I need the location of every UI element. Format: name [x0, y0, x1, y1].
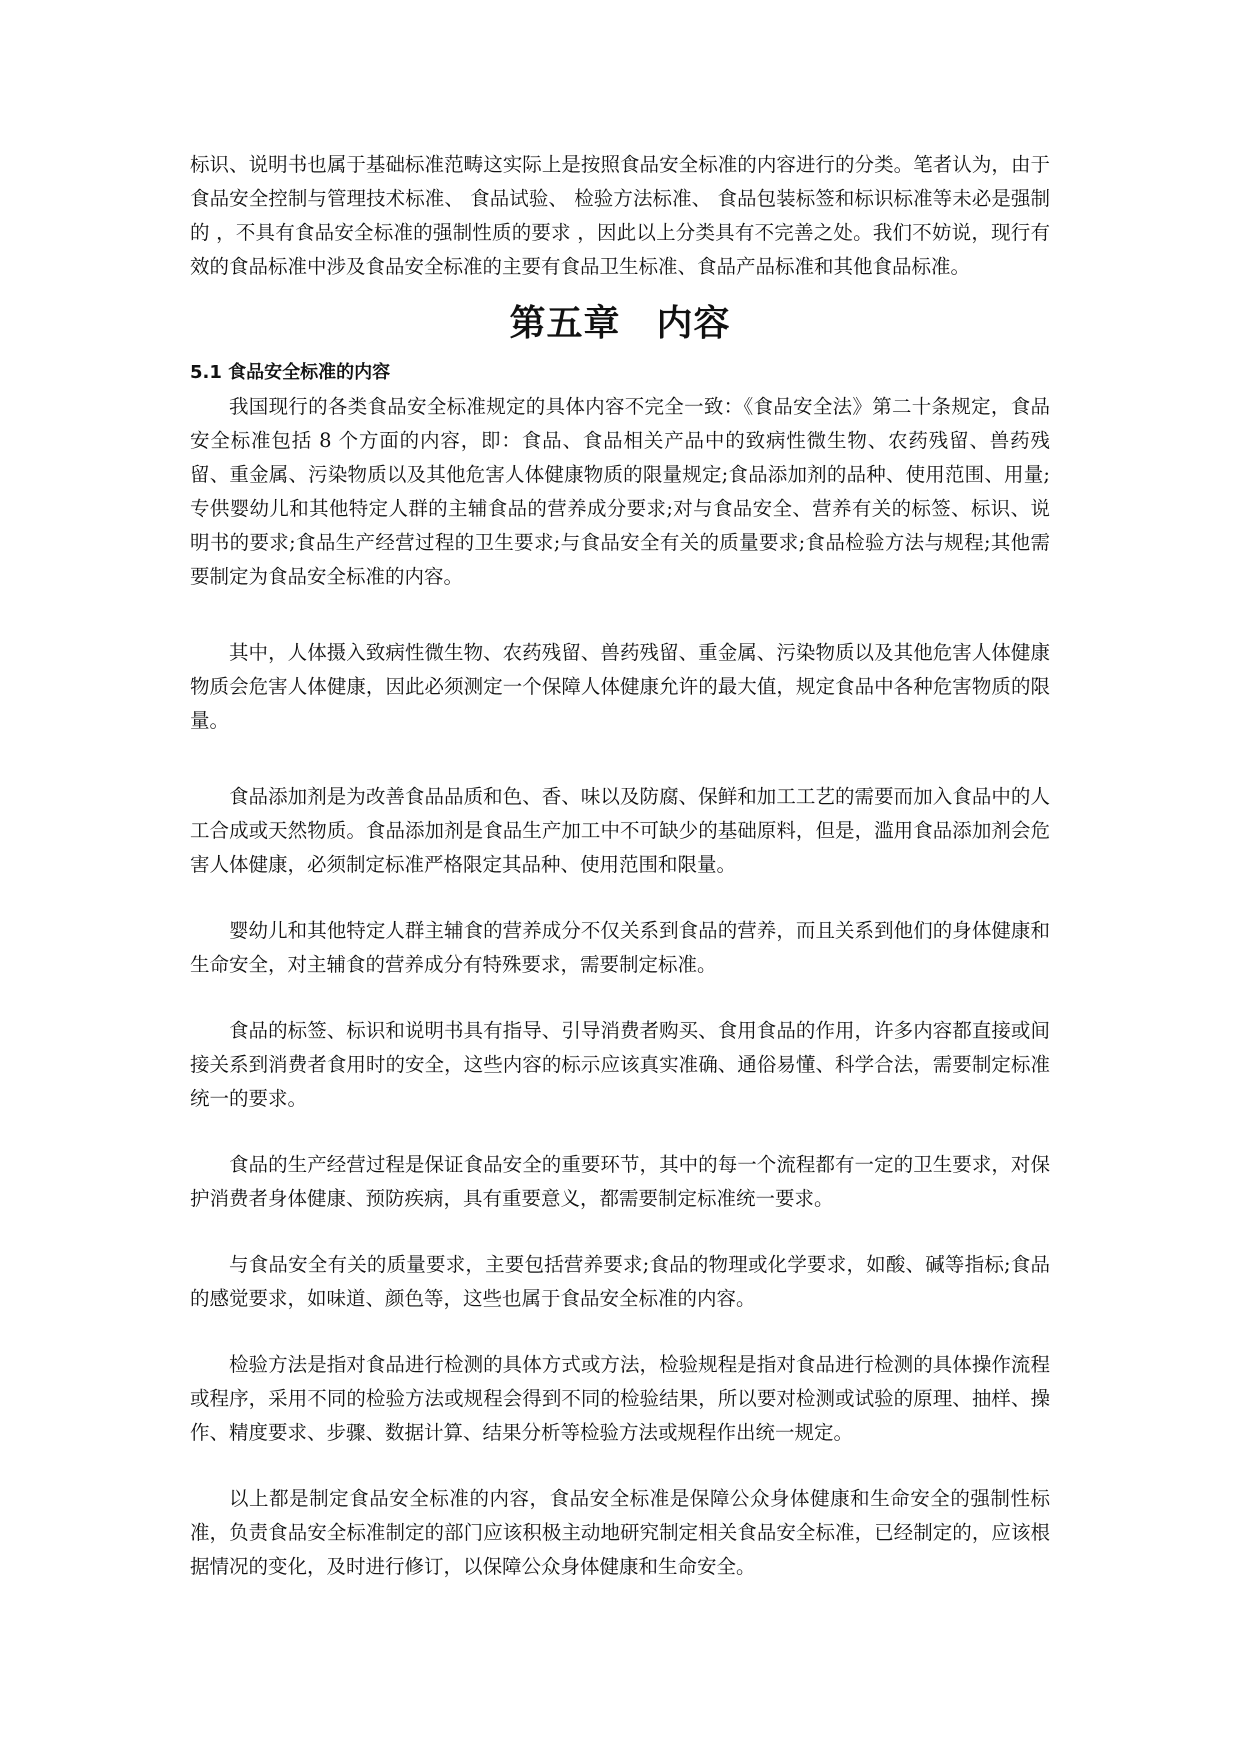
chapter-number: 第五章 [509, 302, 621, 344]
paragraph-production-hygiene: 食品的生产经营过程是保证食品安全的重要环节，其中的每一个流程都有一定的卫生要求，对保护消费者身体健康、预防疾病，具有重要意义，都需要制定标准统一要求。 [190, 1153, 1050, 1210]
paragraph-standards-scope: 我国现行的各类食品安全标准规定的具体内容不完全一致：《食品安全法》第二十条规定，食品安全标准包括 8 个方面的内容，即：食品、食品相关产品中的致病性微生物、农药残留、兽药残留、重金属、污染物质以及其他危害人体健康物质的限量规定;食品添加剂的品种、使用范围、用量;专供婴幼儿和其他特定人群的主辅食品的营养成分要求;对与食品安全、营养有关的标签、标识、说明书的要求;食品生产经营过程的卫生要求;与食品安全有关的质量要求;食品检验方法与规程;其他需要制定为食品安全标准的内容。 [190, 395, 1050, 588]
paragraph-conclusion: 以上都是制定食品安全标准的内容，食品安全标准是保障公众身体健康和生命安全的强制性标准，负责食品安全标准制定的部门应该积极主动地研究制定相关食品安全标准，已经制定的，应该根据情况的变化，及时进行修订，以保障公众身体健康和生命安全。 [190, 1487, 1050, 1578]
document-page [190, 148, 1050, 1584]
paragraph-food-additives: 食品添加剂是为改善食品品质和色、香、味以及防腐、保鲜和加工工艺的需要而加入食品中的人工合成或天然物质。食品添加剂是食品生产加工中不可缺少的基础原料，但是，滥用食品添加剂会危害人体健康，必须制定标准严格限定其品种、使用范围和限量。 [190, 785, 1050, 876]
paragraph-inspection-methods: 检验方法是指对食品进行检测的具体方式或方法，检验规程是指对食品进行检测的具体操作流程或程序，采用不同的检验方法或规程会得到不同的检验结果，所以要对检测或试验的原理、抽样、操作、精度要求、步骤、数据计算、结果分析等检验方法或规程作出统一规定。 [190, 1353, 1050, 1444]
chapter-title [190, 298, 1050, 348]
paragraph-quality-requirements: 与食品安全有关的质量要求，主要包括营养要求;食品的物理或化学要求，如酸、碱等指标;食品的感觉要求，如味道、颜色等，这些也属于食品安全标准的内容。 [190, 1253, 1050, 1310]
section-heading: 5.1 食品安全标准的内容 [190, 362, 391, 383]
chapter-name: 内容 [656, 302, 731, 344]
paragraph-harmful-substances: 其中，人体摄入致病性微生物、农药残留、兽药残留、重金属、污染物质以及其他危害人体健康物质会危害人体健康，因此必须测定一个保障人体健康允许的最大值，规定食品中各种危害物质的限量。 [190, 641, 1050, 732]
paragraph-labels: 食品的标签、标识和说明书具有指导、引导消费者购买、食用食品的作用，许多内容都直接或间接关系到消费者食用时的安全，这些内容的标示应该真实准确、通俗易懂、科学合法，需要制定标准统一的要求。 [190, 1019, 1050, 1110]
intro-paragraph: 标识、说明书也属于基础标准范畴这实际上是按照食品安全标准的内容进行的分类。笔者认为，由于食品安全控制与管理技术标准、 食品试验、 检验方法标准、 食品包装标签和标识标准等未必是强制的 ，不具有食品安全标准的强制性质的要求 ，因此以上分类具有不完善之处。我们不妨说，现行有效的食品标准中涉及食品安全标准的主要有食品卫生标准、食品产品标准和其他食品标准。 [190, 153, 1050, 278]
paragraph-infant-nutrition: 婴幼儿和其他特定人群主辅食的营养成分不仅关系到食品的营养，而且关系到他们的身体健康和生命安全，对主辅食的营养成分有特殊要求，需要制定标准。 [190, 919, 1050, 976]
